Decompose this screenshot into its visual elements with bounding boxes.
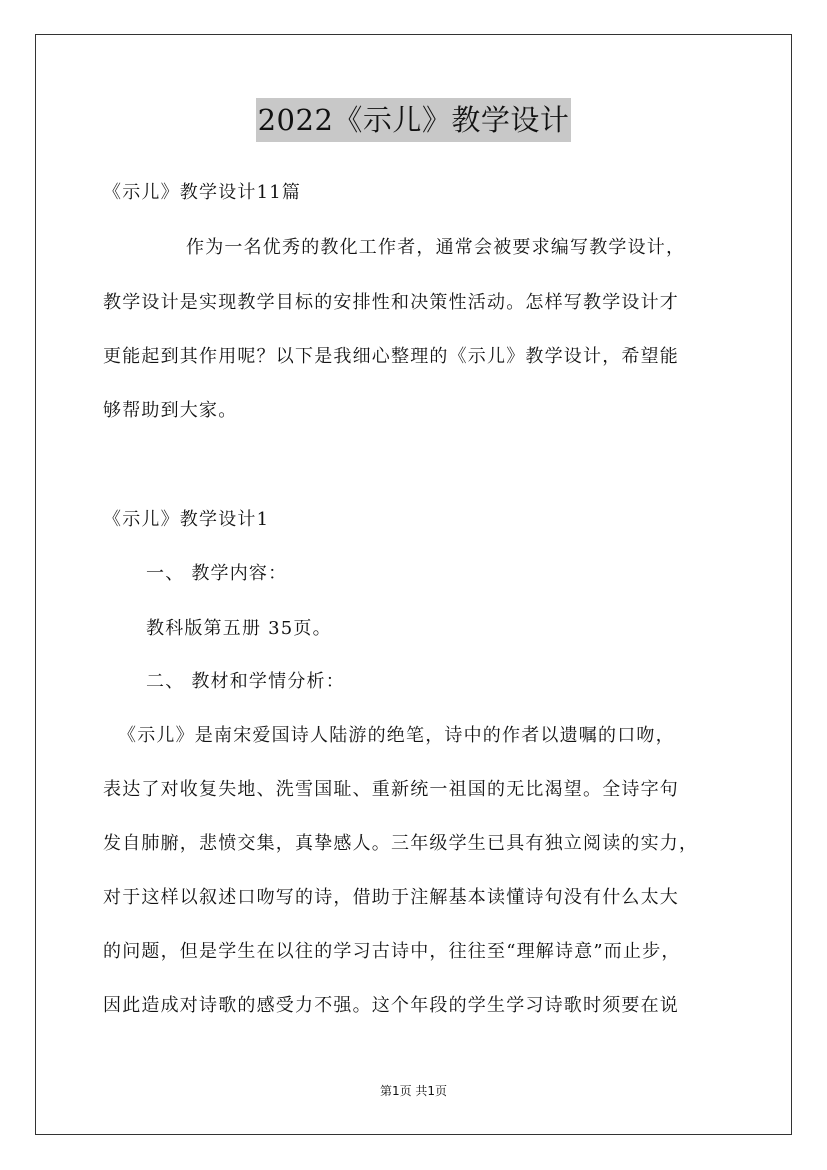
page-number-label: 第1页 共1页	[379, 1084, 448, 1098]
list-item-1: 一、 教学内容：	[146, 563, 288, 584]
document-subtitle: 《示儿》教学设计11篇	[103, 182, 302, 203]
list-item-2: 二、 教材和学情分析：	[146, 671, 345, 692]
analysis-line-3: 发自肺腑，悲愤交集，真挚感人。三年级学生已具有独立阅读的实力，	[103, 833, 699, 854]
page-footer	[0, 1083, 827, 1099]
intro-line-2: 教学设计是实现教学目标的安排性和决策性活动。怎样写教学设计才	[103, 292, 679, 313]
list-item-1-text: 教科版第五册 35页。	[146, 618, 332, 639]
title-container	[0, 98, 827, 142]
analysis-line-5: 的问题，但是学生在以往的学习古诗中，往往至“理解诗意”而止步，	[103, 941, 681, 962]
intro-line-1: 作为一名优秀的教化工作者，通常会被要求编写教学设计，	[186, 237, 686, 258]
analysis-line-4: 对于这样以叙述口吻写的诗，借助于注解基本读懂诗句没有什么太大	[103, 887, 679, 908]
document-title: 2022《示儿》教学设计	[256, 98, 572, 142]
analysis-line-2: 表达了对收复失地、洗雪国耻、重新统一祖国的无比渴望。全诗字句	[103, 779, 679, 800]
analysis-line-1: 《示儿》是南宋爱国诗人陆游的绝笔，诗中的作者以遗嘱的口吻，	[118, 725, 675, 746]
analysis-line-6: 因此造成对诗歌的感受力不强。这个年段的学生学习诗歌时须要在说	[103, 995, 679, 1016]
intro-line-4: 够帮助到大家。	[103, 400, 238, 421]
section-heading: 《示儿》教学设计1	[103, 509, 270, 530]
intro-line-3: 更能起到其作用呢？以下是我细心整理的《示儿》教学设计，希望能	[103, 346, 679, 367]
